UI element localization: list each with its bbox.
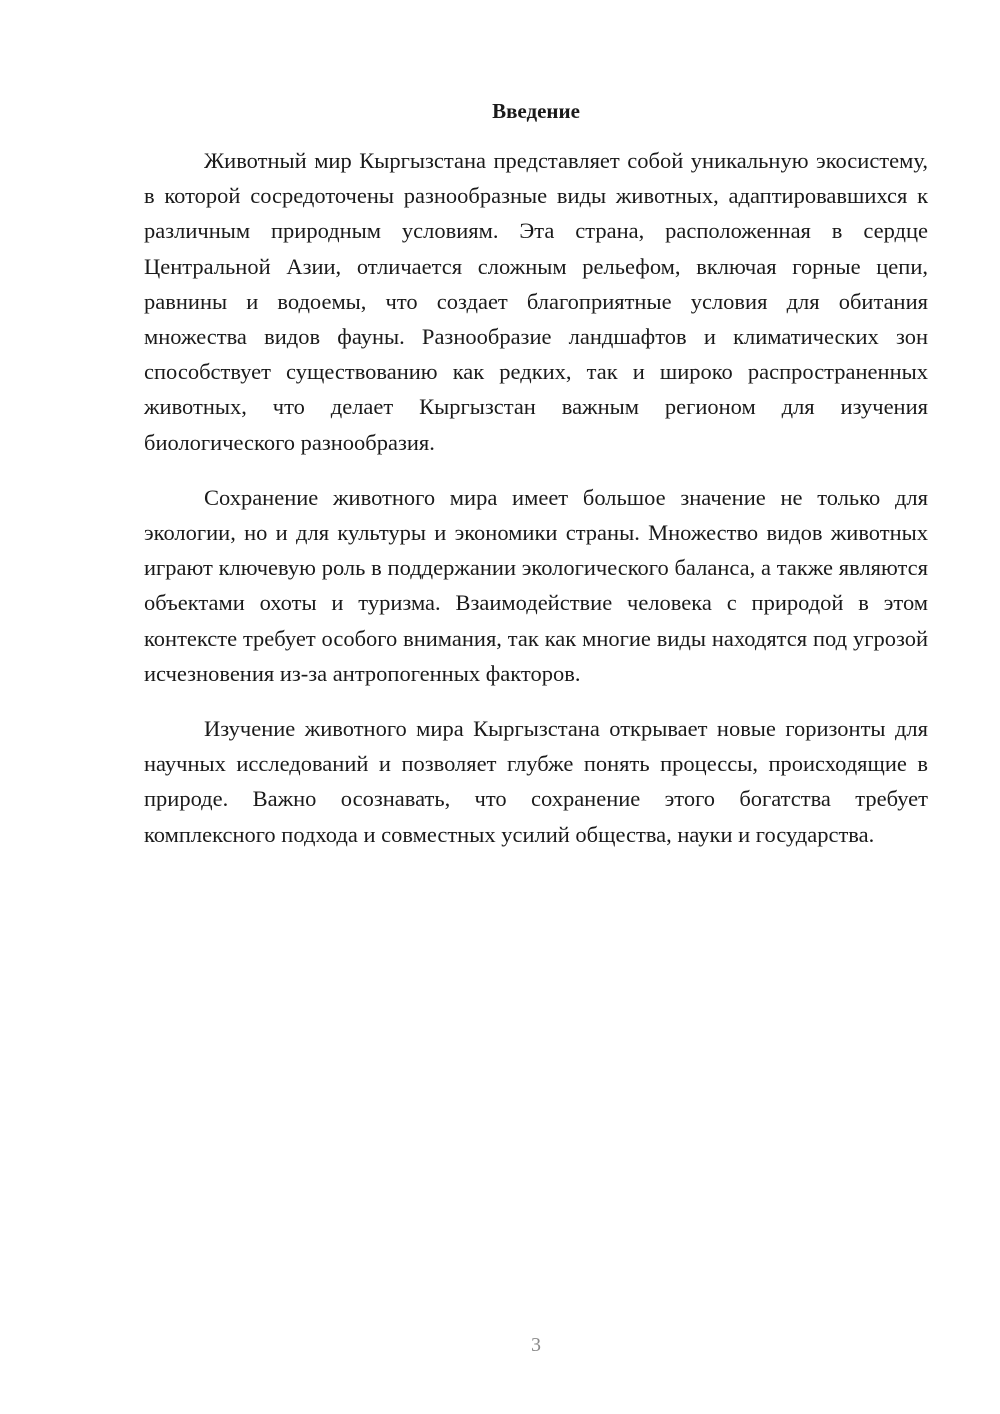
paragraph-2: Сохранение животного мира имеет большое значение не только для экологии, но и для культуры и экономики страны. Множество видов животных играют ключевую роль в поддержании экологического баланса, а также являются объектами охоты и туризма. Взаимодействие человека с природой в этом контексте требует особого внимания, так как многие виды находятся под угрозой исчезновения из-за антропогенных факторов. [144, 484, 928, 686]
paragraph-3: Изучение животного мира Кыргызстана открывает новые горизонты для научных исследований и позволяет глубже понять процессы, происходящие в природе. Важно осознавать, что сохранение этого богатства требует комплексного подхода и совместных усилий общества, науки и государства. [144, 716, 928, 847]
page-number: 3 [531, 1334, 541, 1356]
section-heading: Введение [492, 99, 580, 123]
body-text [144, 143, 928, 852]
paragraph-1: Животный мир Кыргызстана представляет собой уникальную экосистему, в которой сосредоточены разнообразные виды животных, адаптировавшихся к различным природным условиям. Эта страна, расположенная в сердце Центральной Азии, отличается сложным рельефом, включая горные цепи, равнины и водоемы, что создает благоприятные условия для обитания множества видов фауны. Разнообразие ландшафтов и климатических зон способствует существованию как редких, так и широко распространенных животных, что делает Кыргызстан важным регионом для изучения биологического разнообразия. [144, 148, 928, 455]
